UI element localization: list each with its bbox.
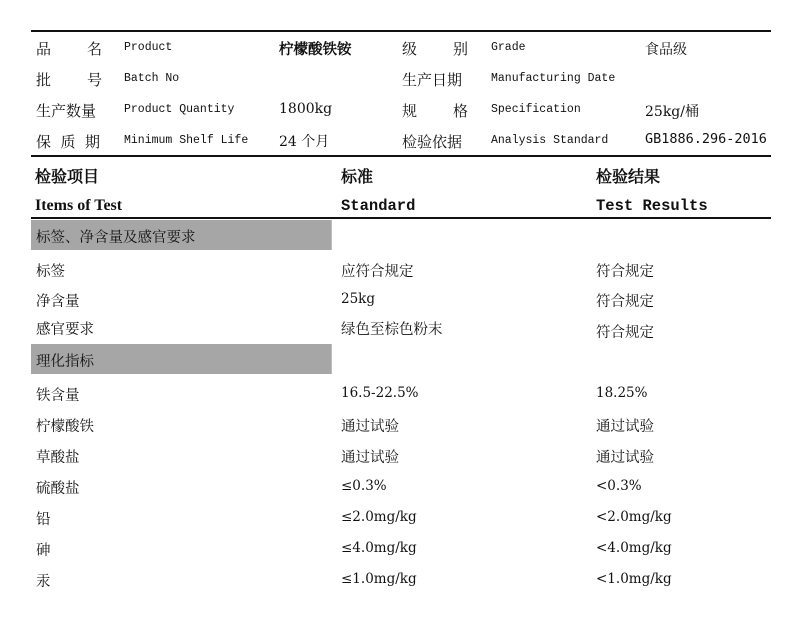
label-cn: 品 名 <box>36 40 102 58</box>
grade-value: 食品级 <box>645 42 687 58</box>
header-item-cn: 检验项目 <box>35 167 100 186</box>
item-name: 草酸盐 <box>36 450 80 466</box>
mid-rule <box>31 155 771 157</box>
label-en: Grade <box>491 41 526 54</box>
result-value: <2.0mg/kg <box>596 509 672 525</box>
label-en: Manufacturing Date <box>491 72 616 85</box>
label-cn: 规 格 <box>402 102 468 120</box>
result-value: <0.3% <box>596 478 642 494</box>
spec-value: 25kg/桶 <box>645 104 699 120</box>
standard-value: 通过试验 <box>341 450 399 466</box>
result-value: 符合规定 <box>596 325 654 341</box>
item-name: 砷 <box>36 543 51 559</box>
product-name-value: 柠檬酸铁铵 <box>279 42 352 58</box>
result-value: 符合规定 <box>596 264 654 280</box>
analysis-standard-value: GB1886.296-2016 <box>645 131 767 147</box>
standard-value: 应符合规定 <box>341 264 414 280</box>
section-title: 标签、净含量及感官要求 <box>36 230 196 246</box>
item-name: 铅 <box>36 512 51 528</box>
shelf-life-value: 24 个月 <box>279 134 330 150</box>
item-name: 硫酸盐 <box>36 481 80 497</box>
label-cn: 批 号 <box>36 71 102 89</box>
quantity-value: 1800kg <box>279 101 333 117</box>
standard-value: ≤4.0mg/kg <box>341 540 417 556</box>
label-cn: 保 质 期 <box>36 133 100 151</box>
label-cn: 生产数量 <box>36 102 97 120</box>
result-value: 符合规定 <box>596 294 654 310</box>
item-name: 净含量 <box>36 294 80 310</box>
label-cn: 检验依据 <box>402 133 463 151</box>
section-title: 理化指标 <box>36 354 94 370</box>
header-result-en: Test Results <box>596 197 708 215</box>
standard-value: 25kg <box>341 291 376 307</box>
label-en: Specification <box>491 103 581 116</box>
standard-value: ≤0.3% <box>341 478 387 494</box>
label-cn: 级 别 <box>402 40 468 58</box>
label-en: Product Quantity <box>124 103 235 116</box>
header-standard-cn: 标准 <box>341 167 374 186</box>
section-band-label-sensory <box>31 220 332 250</box>
item-name: 铁含量 <box>36 388 80 404</box>
item-name: 标签 <box>36 264 65 280</box>
label-cn: 生产日期 <box>402 71 463 89</box>
result-value: 18.25% <box>596 385 648 401</box>
item-name: 柠檬酸铁 <box>36 419 94 435</box>
standard-value: 16.5-22.5% <box>341 385 419 401</box>
standard-value: ≤2.0mg/kg <box>341 509 417 525</box>
label-en: Analysis Standard <box>491 134 609 147</box>
header-rule <box>31 217 771 219</box>
item-name: 汞 <box>36 574 51 590</box>
result-value: <1.0mg/kg <box>596 571 672 587</box>
standard-value: ≤1.0mg/kg <box>341 571 417 587</box>
standard-value: 绿色至棕色粉末 <box>341 322 443 338</box>
result-value: 通过试验 <box>596 419 654 435</box>
standard-value: 通过试验 <box>341 419 399 435</box>
result-value: 通过试验 <box>596 450 654 466</box>
header-standard-en: Standard <box>341 197 416 215</box>
result-value: <4.0mg/kg <box>596 540 672 556</box>
header-item-en: Items of Test <box>35 197 123 214</box>
header-result-cn: 检验结果 <box>596 167 661 186</box>
section-band-physicochemical <box>31 344 332 374</box>
label-en: Minimum Shelf Life <box>124 134 249 147</box>
label-en: Product <box>124 41 173 54</box>
item-name: 感官要求 <box>36 322 94 338</box>
top-rule <box>31 30 771 32</box>
label-en: Batch No <box>124 72 180 85</box>
